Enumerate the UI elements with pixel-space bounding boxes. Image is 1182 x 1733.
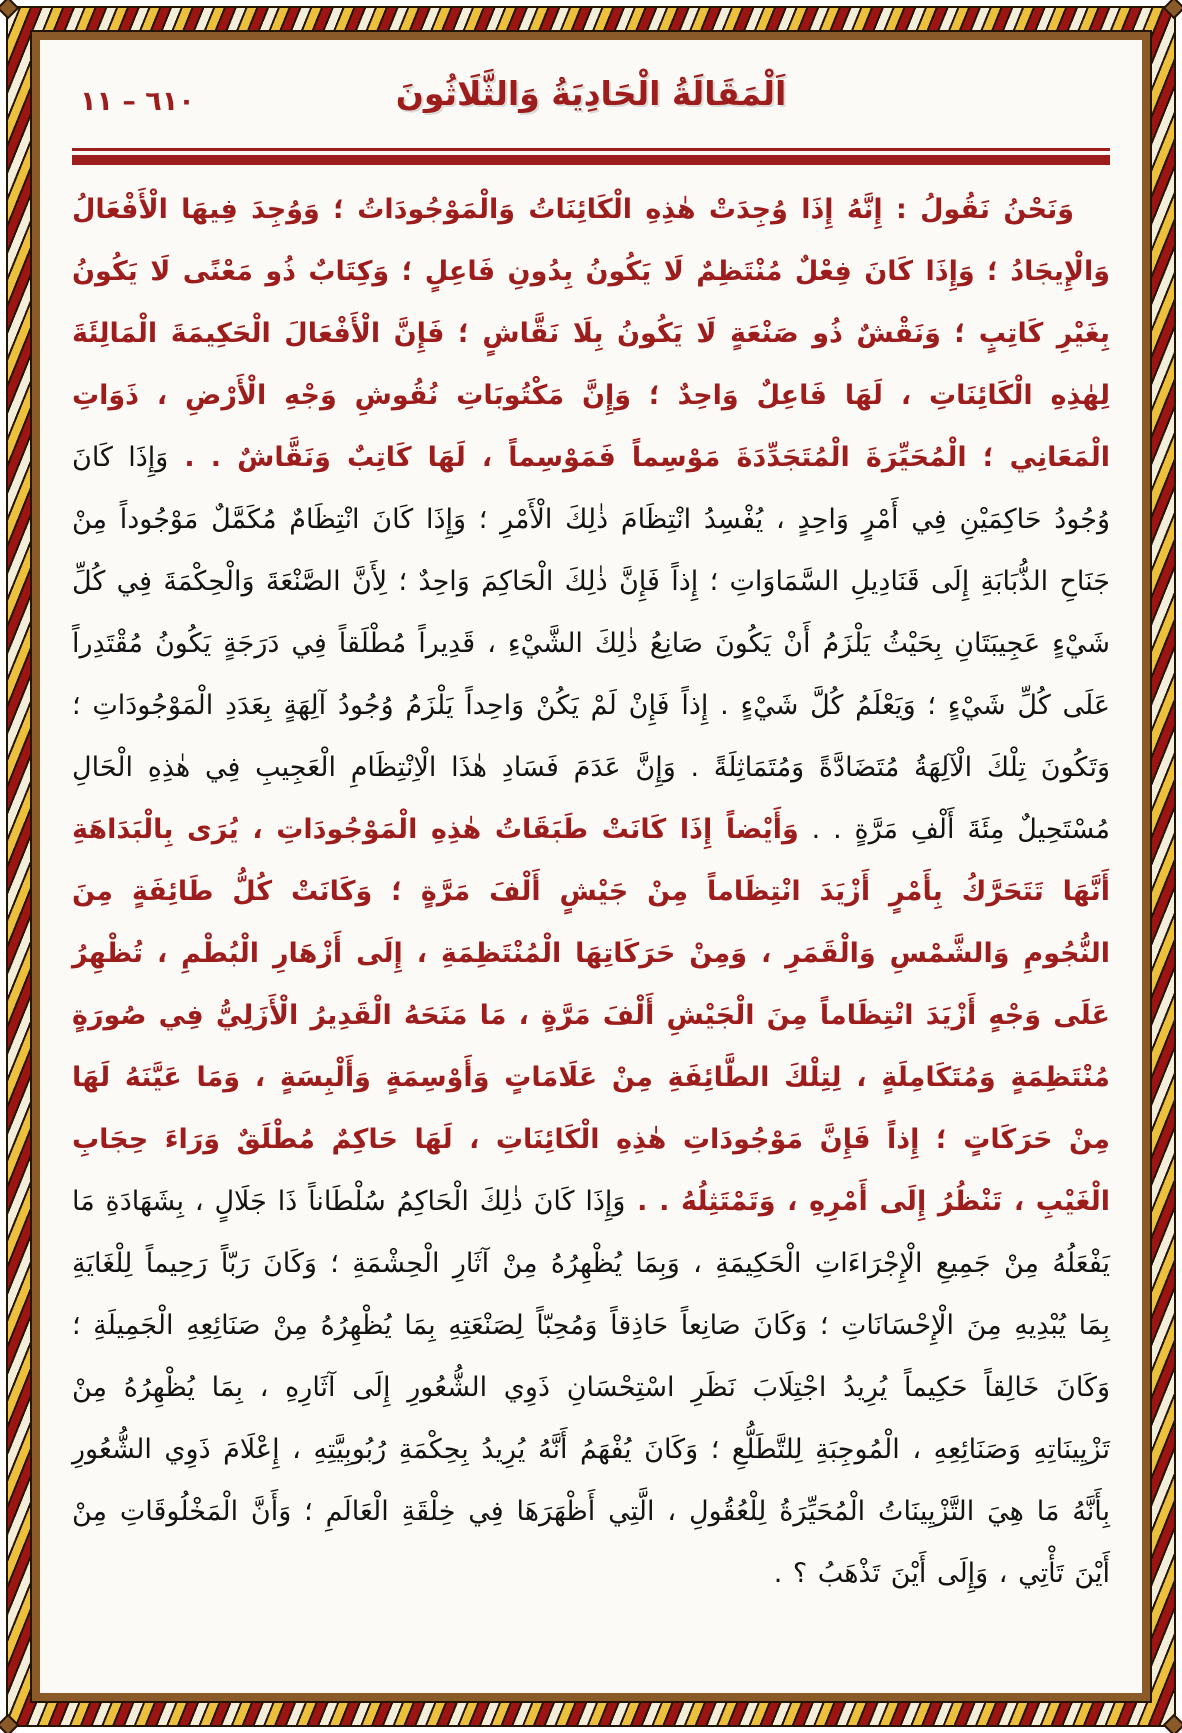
- border-corner-ornament: [1163, 1714, 1182, 1733]
- text-run-1: وَنَحْنُ نَقُولُ : إِنَّهُ إِذَا وُجِدَتْ هٰذِهِ الْكَائِنَاتُ وَالْمَوْجُودَاتُ ؛ وَوُجِدَ فِيهَا الْأَفْعَالُ وَالْإِيجَادُ ؛ وَإِذَا كَانَ فِعْلٌ مُنْتَظِمٌ لَا يَكُونُ بِدُونِ فَاعِلٍ ؛ وَكِتَابٌ ذُو مَعْنًى لَا يَكُونُ بِغَيْرِ كَاتِبٍ ؛ وَنَقْشٌ ذُو صَنْعَةٍ لَا يَكُونُ بِلَا نَقَّاشٍ ؛ فَإِنَّ الْأَفْعَالَ الْحَكِيمَةَ الْمَالِئَةَ لِهٰذِهِ الْكَائِنَاتِ ، لَهَا فَاعِلٌ وَاحِدٌ ؛ وَإِنَّ مَكْتُوبَاتِ نُقُوشِ وَجْهِ الْأَرْضِ ، ذَوَاتِ الْمَعَانِي ؛ الْمُحَيِّرَةَ الْمُتَجَدِّدَةَ مَوْسِماً فَمَوْسِماً ، لَهَا كَاتِبٌ وَنَقَّاشٌ . .: [72, 194, 1110, 473]
- text-run-2: وَإِذَا كَانَ وُجُودُ حَاكِمَيْنِ فِي أَمْرٍ وَاحِدٍ ، يُفْسِدُ انْتِظَامَ ذٰلِكَ الْأَمْرِ ؛ وَإِذَا كَانَ انْتِظَامٌ مُكَمَّلٌ مَوْجُوداً مِنْ جَنَاحِ الذُّبَابَةِ إِلَى قَنَادِيلِ السَّمَاوَاتِ ؛ إِذاً فَإِنَّ ذٰلِكَ الْحَاكِمَ وَاحِدٌ ؛ لِأَنَّ الصَّنْعَةَ وَالْحِكْمَةَ فِي كُلِّ شَيْءٍ عَجِيبَتَانِ بِحَيْثُ يَلْزَمُ أَنْ يَكُونَ صَانِعُ ذٰلِكَ الشَّيْءِ ، قَدِيراً مُطْلَقاً فِي دَرَجَةٍ يَكُونُ مُقْتَدِراً عَلَى كُلِّ شَيْءٍ ؛ وَيَعْلَمُ كُلَّ شَيْءٍ . إِذاً فَإِنْ لَمْ يَكُنْ وَاحِداً يَلْزَمُ وُجُودُ آلِهَةٍ بِعَدَدِ الْمَوْجُودَاتِ ؛ وَتَكُونَ تِلْكَ الْآلِهَةُ مُتَضَادَّةً وَمُتَمَاثِلَةً . وَإِنَّ عَدَمَ فَسَادِ هٰذَا الْاِنْتِظَامِ الْعَجِيبِ فِي هٰذِهِ الْحَالِ مُسْتَحِيلٌ مِئَةَ أَلْفِ مَرَّةٍ . .: [72, 442, 1110, 845]
- page-header: [70, 70, 1112, 148]
- body-text: [72, 179, 1110, 1605]
- page-sheet: [40, 40, 1142, 1693]
- page-number: ٦١٠ – ١١: [80, 86, 195, 117]
- border-corner-ornament: [1163, 0, 1182, 19]
- ornamental-border: [6, 6, 1176, 1727]
- text-run-3: وَأَيْضاً إِذَا كَانَتْ طَبَقَاتُ هٰذِهِ الْمَوْجُودَاتِ ، يُرَى بِالْبَدَاهَةِ أَنَّهَا تَتَحَرَّكُ بِأَمْرٍ أَزْيَدَ انْتِظَاماً مِنْ جَيْشٍ أَلْفَ مَرَّةٍ ؛ وَكَانَتْ كُلُّ طَائِفَةٍ مِنَ النُّجُومِ وَالشَّمْسِ وَالْقَمَرِ ، وَمِنْ حَرَكَاتِهَا الْمُنْتَظِمَةِ ، إِلَى أَزْهَارِ الْبُطْمِ ، تُظْهِرُ عَلَى وَجْهٍ أَزْيَدَ انْتِظَاماً مِنَ الْجَيْشِ أَلْفَ مَرَّةٍ ، مَا مَنَحَهُ الْقَدِيرُ الْأَزَلِيُّ فِي صُورَةٍ مُنْتَظِمَةٍ وَمُتَكَامِلَةٍ ، لِتِلْكَ الطَّائِفَةِ مِنْ عَلَامَاتٍ وَأَوْسِمَةٍ وَأَلْبِسَةٍ ، وَمَا عَيَّنَهُ لَهَا مِنْ حَرَكَاتٍ ؛ إِذاً فَإِنَّ مَوْجُودَاتِ هٰذِهِ الْكَائِنَاتِ ، لَهَا حَاكِمٌ مُطْلَقٌ وَرَاءَ حِجَابِ الْغَيْبِ ، تَنْظُرُ إِلَى أَمْرِهِ ، وَتَمْتَثِلُهُ . .: [72, 814, 1110, 1217]
- border-corner-ornament: [0, 0, 19, 19]
- border-corner-ornament: [0, 1714, 19, 1733]
- header-rule-thick: [72, 155, 1110, 165]
- header-rule-thin: [72, 148, 1110, 151]
- section-title: اَلْمَقَالَةُ الْحَادِيَةُ وَالثَّلَاثُونَ: [395, 74, 787, 113]
- text-run-4: وَإِذَا كَانَ ذٰلِكَ الْحَاكِمُ سُلْطَاناً ذَا جَلَالٍ ، بِشَهَادَةِ مَا يَفْعَلُهُ مِنْ جَمِيعِ الْإِجْرَاءَاتِ الْحَكِيمَةِ ، وَبِمَا يُظْهِرُهُ مِنْ آثَارِ الْحِشْمَةِ ؛ وَكَانَ رَبّاً رَحِيماً لِلْغَايَةِ بِمَا يُبْدِيهِ مِنَ الْإِحْسَانَاتِ ؛ وَكَانَ صَانِعاً حَاذِقاً وَمُحِبّاً لِصَنْعَتِهِ بِمَا يُظْهِرُهُ مِنْ صَنَائِعِهِ الْجَمِيلَةِ ؛ وَكَانَ خَالِقاً حَكِيماً يُرِيدُ اجْتِلَابَ نَظَرِ اسْتِحْسَانِ ذَوِي الشُّعُورِ إِلَى آثَارِهِ ، بِمَا يُظْهِرُهُ مِنْ تَزْيِينَاتِهِ وَصَنَائِعِهِ ، الْمُوجِبَةِ لِلتَّطَلُّعِ ؛ وَكَانَ يُفْهَمُ أَنَّهُ يُرِيدُ بِحِكْمَةِ رُبُوبِيَّتِهِ ، إِعْلَامَ ذَوِي الشُّعُورِ بِأَنَّهُ مَا هِيَ التَّزْيِينَاتُ الْمُحَيِّرَةُ لِلْعُقُولِ ، الَّتِي أَظْهَرَهَا فِي خِلْقَةِ الْعَالَمِ ؛ وَأَنَّ الْمَخْلُوقَاتِ مِنْ أَيْنَ تَأْتِي ، وَإِلَى أَيْنَ تَذْهَبُ ؟ .: [72, 1186, 1110, 1589]
